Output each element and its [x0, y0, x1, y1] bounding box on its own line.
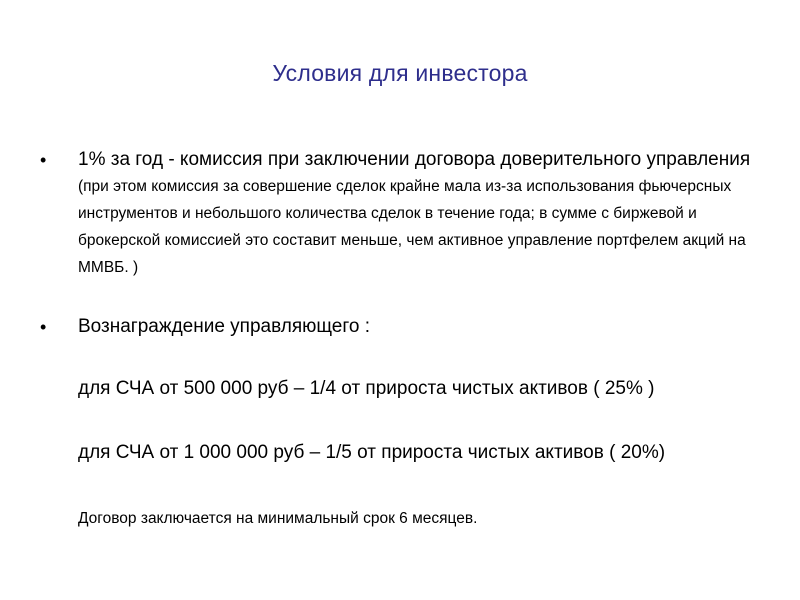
commission-detail-text: (при этом комиссия за совершение сделок крайне мала из-за использования фьючерсных инструментов и небольшого количества сделок в течение года; в сумме с биржевой и брокерской комиссией это составит меньше, чем активное управление портфелем акций на ММВБ. )	[78, 178, 746, 276]
bullet-reward-text: Вознаграждение управляющего :	[78, 316, 371, 337]
contract-term-note: Договор заключается на минимальный срок 6 месяцев.	[78, 510, 478, 527]
bullet-marker: •	[40, 150, 47, 170]
bullet-reward	[40, 314, 770, 344]
slide-title: Условия для инвестора	[272, 60, 528, 86]
bullet-commission	[40, 147, 770, 277]
reward-line-1m: для СЧА от 1 000 000 руб – 1/5 от прироста чистых активов ( 20%)	[78, 442, 666, 463]
bullet-commission-text	[78, 147, 770, 281]
reward-line-500k: для СЧА от 500 000 руб – 1/4 от прироста чистых активов ( 25% )	[78, 378, 655, 399]
bullet-marker: •	[40, 317, 47, 337]
commission-main-text: 1% за год - комиссия при заключении договора доверительного управления	[78, 149, 751, 170]
